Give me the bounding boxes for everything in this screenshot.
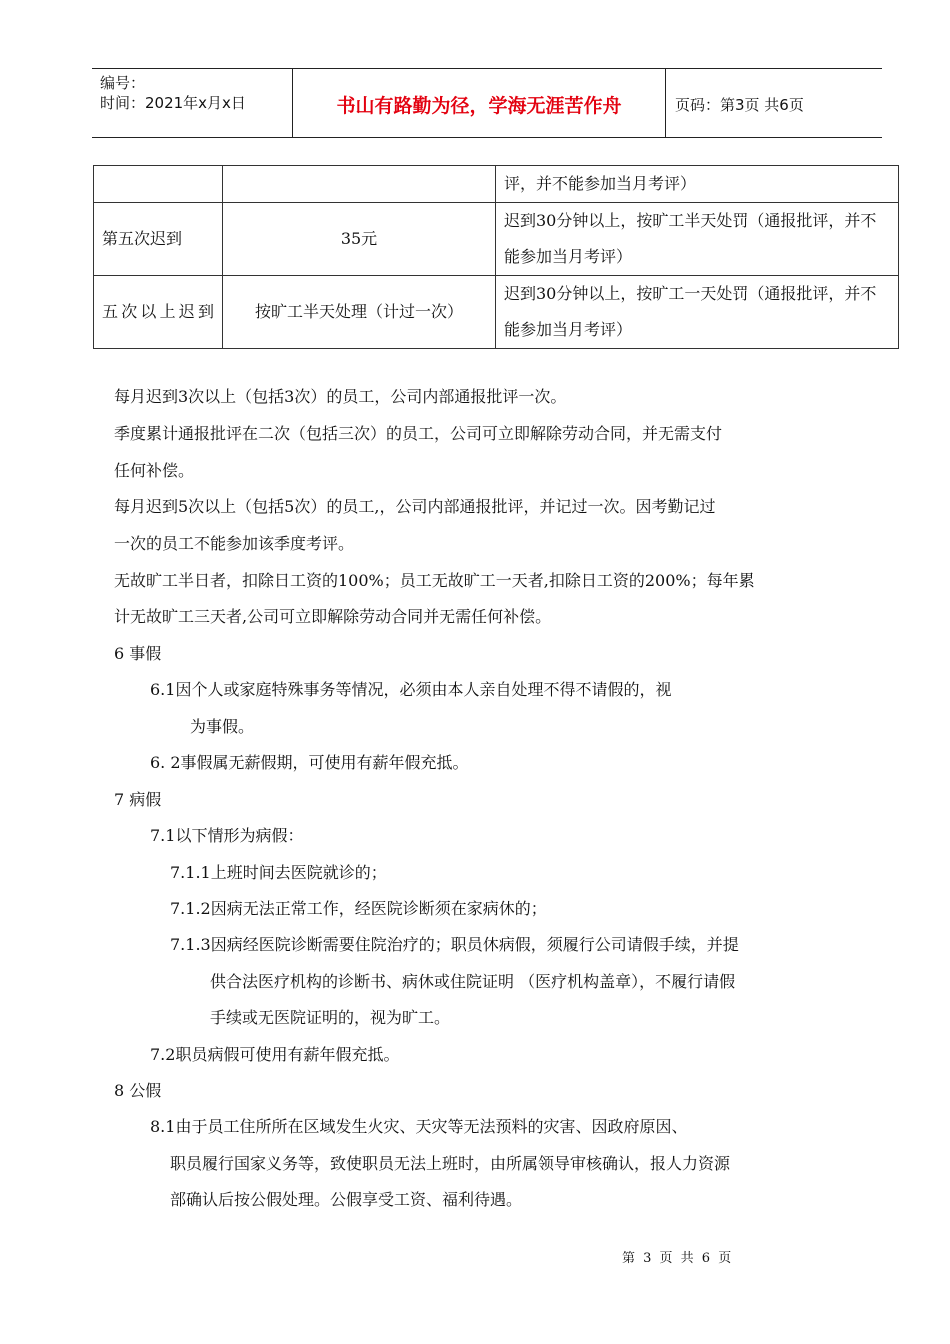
table-cell-penalty: 按旷工半天处理（计过一次）	[223, 276, 496, 349]
table-cell-note: 迟到30分钟以上，按旷工一天处罚（通报批评，并不能参加当月考评）	[496, 276, 899, 349]
header-motto: 书山有路勤为径，学海无涯苦作舟	[336, 95, 622, 117]
document-time-label: 时间：2021年x月x日	[100, 94, 246, 112]
body-line: 7.2职员病假可使用有薪年假充抵。	[150, 1045, 400, 1064]
body-line: 职员履行国家义务等，致使职员无法上班时，由所属领导审核确认，报人力资源	[170, 1154, 731, 1173]
table-cell-note: 迟到30分钟以上，按旷工半天处罚（通报批评，并不能参加当月考评）	[496, 203, 899, 276]
table-cell-case: 第五次迟到	[94, 203, 223, 276]
header-page-label: 页码：第3页 共6页	[675, 96, 804, 114]
body-line: 6. 2事假属无薪假期，可使用有薪年假充抵。	[150, 753, 469, 772]
body-line: 7.1.3因病经医院诊断需要住院治疗的；职员休病假，须履行公司请假手续，并提	[170, 935, 739, 954]
table-cell-penalty	[223, 166, 496, 203]
body-line: 为事假。	[190, 717, 255, 736]
body-line: 7.1.2因病无法正常工作，经医院诊断须在家病休的；	[170, 899, 547, 918]
lateness-penalty-table	[93, 165, 899, 349]
body-line: 一次的员工不能参加该季度考评。	[114, 534, 355, 553]
table-cell-penalty: 35元	[223, 203, 496, 276]
table-row	[94, 276, 899, 349]
table-cell-case: 五次以上迟到	[94, 276, 223, 349]
body-line: 供合法医疗机构的诊断书、病休或住院证明 （医疗机构盖章），不履行请假	[210, 972, 736, 991]
table-cell-note: 评，并不能参加当月考评）	[496, 166, 899, 203]
header-page-cell	[665, 69, 882, 137]
page-header	[92, 68, 882, 138]
body-line: 6.1因个人或家庭特殊事务等情况，必须由本人亲自处理不得不请假的，视	[150, 680, 672, 699]
footer-page-number: 第 3 页 共 6 页	[622, 1251, 734, 1266]
header-meta-cell	[92, 69, 292, 137]
body-line: 无故旷工半日者，扣除日工资的100%；员工无故旷工一天者,扣除日工资的200%；每年累	[114, 571, 755, 590]
table-row	[94, 203, 899, 276]
body-line: 计无故旷工三天者,公司可立即解除劳动合同并无需任何补偿。	[114, 607, 552, 626]
body-line: 手续或无医院证明的，视为旷工。	[210, 1008, 451, 1027]
section-heading-personal-leave: 6 事假	[114, 644, 162, 663]
body-line: 8.1由于员工住所所在区域发生火灾、天灾等无法预料的灾害、因政府原因、	[150, 1117, 688, 1136]
section-heading-public-leave: 8 公假	[114, 1081, 162, 1100]
body-line: 每月迟到5次以上（包括5次）的员工,，公司内部通报批评，并记过一次。因考勤记过	[114, 497, 716, 516]
body-line: 季度累计通报批评在二次（包括三次）的员工，公司可立即解除劳动合同，并无需支付	[114, 424, 723, 443]
table-row	[94, 166, 899, 203]
body-line: 7.1.1上班时间去医院就诊的；	[170, 863, 387, 882]
body-line: 7.1以下情形为病假：	[150, 826, 304, 845]
section-heading-sick-leave: 7 病假	[114, 790, 162, 809]
header-motto-cell	[292, 69, 666, 137]
body-line: 每月迟到3次以上（包括3次）的员工，公司内部通报批评一次。	[114, 387, 567, 406]
document-number-label: 编号：	[100, 74, 146, 92]
table-cell-case	[94, 166, 223, 203]
body-line: 部确认后按公假处理。公假享受工资、福利待遇。	[170, 1190, 523, 1209]
body-line: 任何补偿。	[114, 461, 195, 480]
